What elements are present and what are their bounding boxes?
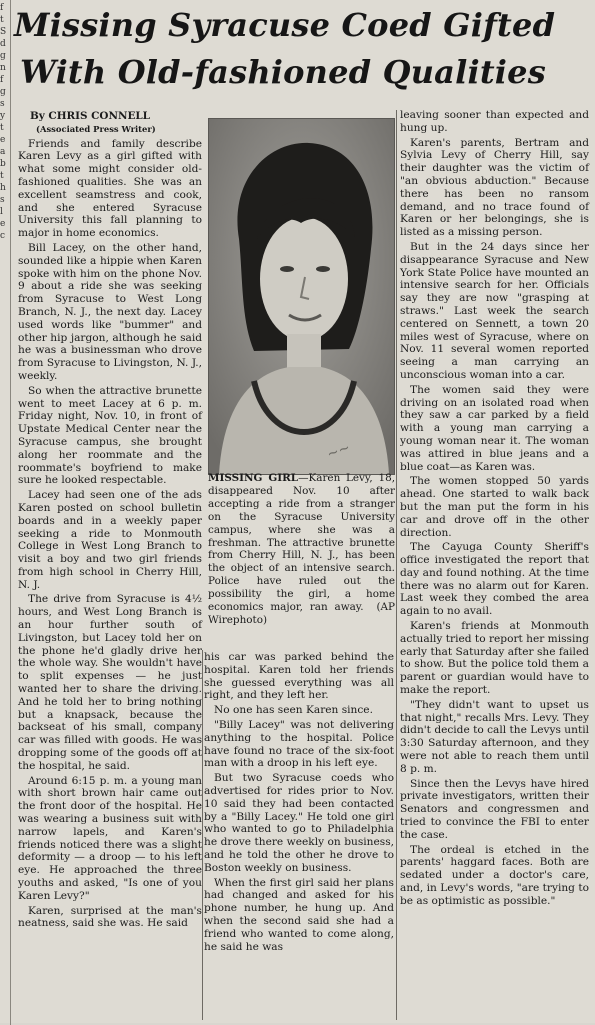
headline-line-2: With Old-fashioned Qualities bbox=[20, 53, 546, 91]
edge-letter: n bbox=[0, 63, 6, 73]
paragraph: Friends and family describe Karen Levy as a girl gifted with what some might consider old-fashioned qualities. She was an excellent seamstress and cook, and she entered Syracuse University this fall planning to major in home economics. bbox=[18, 137, 202, 240]
edge-letter: t bbox=[0, 171, 4, 181]
edge-letter: h bbox=[0, 183, 6, 193]
paragraph: Lacey had seen one of the ads Karen posted on school bulletin boards and in a weekly paper seeking a ride to Monmouth College in West Long Branch to visit a boy and two girl friends from high school in Cherry Hill, N. J. bbox=[18, 489, 202, 591]
paragraph: Around 6:15 p. m. a young man with short brown hair came out the front door of the hospital. He was wearing a business suit with narrow lapels, and Karen's friends noticed there was a slight deformity — a droop — to his left eye. He approached the three youths and asked, "Is one of you Karen Levy?" bbox=[18, 774, 202, 902]
paragraph: Since then the Levys have hired private investigators, written their Senators and congressmen and tried to convince the FBI to enter the case. bbox=[400, 777, 589, 841]
paragraph: Karen's parents, Bertram and Sylvia Levy of Cherry Hill, say their daughter was the victim of "an obvious abduction." Because there has been no ransom demand, and no trace found of Karen or her belongings, she is listed as a missing person. bbox=[400, 136, 589, 239]
paragraph: The ordeal is etched in the parents' haggard faces. Both are sedated under a doctor's care, and, in Levy's words, "are trying to be as optimistic as possible." bbox=[400, 843, 589, 907]
edge-letter: f bbox=[0, 3, 4, 13]
paragraph: "They didn't want to upset us that night," recalls Mrs. Levy. They didn't decide to call the Levys until 3:30 Saturday afternoon, and they were not able to reach them until 8 p. m. bbox=[400, 698, 589, 775]
adjacent-column-edge bbox=[0, 0, 11, 1025]
edge-letter: S bbox=[0, 27, 7, 37]
edge-letter: t bbox=[0, 123, 4, 133]
edge-letter: b bbox=[0, 159, 6, 169]
article-column-1 bbox=[18, 110, 202, 930]
paragraph: So when the attractive brunette went to meet Lacey at 6 p. m. Friday night, Nov. 10, in front of Upstate Medical Center near the Syracuse campus, she brought along her roommate and the roommate's boyfriend to make sure he looked respectable. bbox=[18, 384, 202, 487]
edge-letter: f bbox=[0, 75, 4, 85]
paragraph: The women stopped 50 yards ahead. One started to walk back but the man put the form in his car and drove off in the other direction. bbox=[400, 475, 589, 539]
paragraph: But two Syracuse coeds who advertised for rides prior to Nov. 10 said they had been contacted by a "Billy Lacey." He told one girl who wanted to go to Philadelphia he drove there weekly on business, and he told the other he drove to Boston weekly on business. bbox=[204, 772, 394, 874]
paragraph: "Billy Lacey" was not delivering anything to the hospital. Police have found no trace of the six-foot man with a droop in his left eye. bbox=[204, 718, 394, 770]
paragraph: Bill Lacey, on the other hand, sounded like a hippie when Karen spoke with him on the phone Nov. 9 about a ride she was seeking from Syracuse to West Long Branch, N. J., the next day. Lacey used words like "bummer" and other hip jargon, although he said he was a businessman who drove from Syracuse to Livingston, N. J., weekly. bbox=[18, 241, 202, 382]
byline-author: By CHRIS CONNELL bbox=[30, 110, 150, 122]
edge-letter: d bbox=[0, 39, 6, 49]
paragraph: his car was parked behind the hospital. Karen told her friends she guessed everything was all right, and they left her. bbox=[204, 651, 394, 702]
edge-letter: e bbox=[0, 219, 6, 229]
svg-text:~~: ~~ bbox=[324, 439, 353, 463]
headline-line-1: Missing Syracuse Coed Gifted bbox=[14, 6, 556, 44]
edge-letter: e bbox=[0, 135, 6, 145]
edge-letter: a bbox=[0, 147, 6, 157]
caption-text: —Karen Levy, 18, disappeared Nov. 10 after accepting a ride from a stranger on the Syracuse University campus, where she was a freshman. The attractive brunette from Cherry Hill, N. J., has been the object of an intensive search. Police have ruled out the possibility the girl, a home economics major, ran away. bbox=[208, 472, 395, 614]
edge-letter: y bbox=[0, 111, 6, 121]
article-column-3 bbox=[400, 109, 589, 908]
column-rule bbox=[202, 650, 203, 1020]
paragraph: Karen, surprised at the man's neatness, said she was. He said bbox=[18, 904, 202, 930]
edge-letter: g bbox=[0, 87, 6, 97]
edge-letter: c bbox=[0, 231, 6, 241]
paragraph: Karen's friends at Monmouth actually tried to report her missing early that Saturday after she failed to show. But the police told them a parent or guardian would have to make the report. bbox=[400, 620, 589, 697]
missing-girl-photo bbox=[208, 118, 395, 475]
portrait-image bbox=[209, 119, 394, 474]
paragraph: The Cayuga County Sheriff's office investigated the report that day and found nothing. At the time there was no alarm out for Karen. Last week they combed the area again to no avail. bbox=[400, 541, 589, 618]
edge-letter: s bbox=[0, 99, 5, 109]
edge-letter: t bbox=[0, 15, 4, 25]
paragraph: When the first girl said her plans had changed and asked for his phone number, he hung up. And when the second said she had a friend who wanted to come along, he said he was bbox=[204, 876, 394, 953]
paragraph: But in the 24 days since her disappearance Syracuse and New York State Police have mounted an intensive search for her. Officials say they are now "grasping at straws." Last week the search centered on Sennett, a town 20 miles west of Syracuse, where on Nov. 11 several women reported seeing a man carrying an unconscious woman into a car. bbox=[400, 240, 589, 381]
edge-letter: l bbox=[0, 207, 3, 217]
headline bbox=[14, 2, 589, 96]
paragraph: The drive from Syracuse is 4½ hours, and West Long Branch is an hour further south of Livingston, but Lacey told her on the phone he'd gladly drive her the whole way. She wouldn't have to split expenses — he just wanted her to share the driving. And he told her to bring nothing but a knapsack, because the backseat of his small, company car was filled with goods. He was dropping some of the goods off at the hospital, he said. bbox=[18, 593, 202, 772]
caption-credit: (AP Wirephoto) bbox=[208, 601, 395, 626]
caption-label: MISSING GIRL bbox=[208, 472, 299, 484]
paragraph: The women said they were driving on an isolated road when they saw a car parked by a field with a young man carrying a young woman near it. The woman was attired in blue jeans and a blue coat—as Karen was. bbox=[400, 383, 589, 473]
article-column-2 bbox=[204, 651, 394, 953]
paragraph: leaving sooner than expected and hung up. bbox=[400, 109, 589, 134]
photo-caption bbox=[208, 472, 395, 627]
column-rule bbox=[396, 110, 397, 1020]
edge-letter: g bbox=[0, 51, 6, 61]
edge-letter: s bbox=[0, 195, 5, 205]
byline-affiliation: (Associated Press Writer) bbox=[36, 123, 156, 134]
paragraph: No one has seen Karen since. bbox=[214, 704, 373, 717]
